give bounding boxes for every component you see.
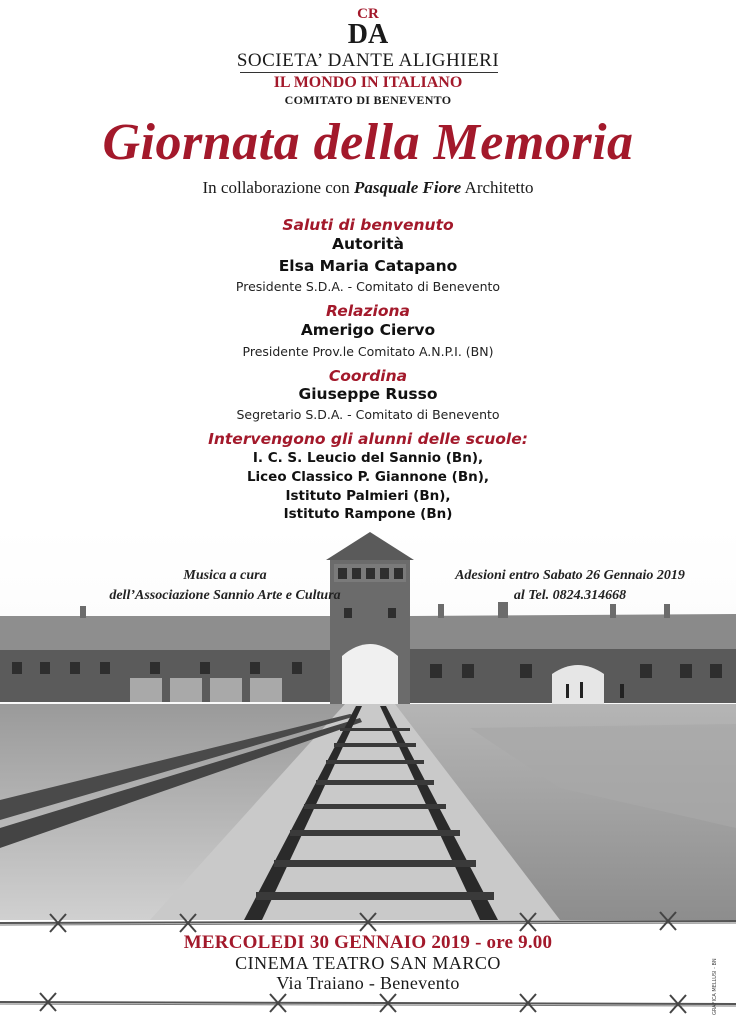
barbed-wire-bottom bbox=[0, 988, 736, 1018]
page-title: Giornata della Memoria bbox=[102, 114, 634, 171]
program-name: Giuseppe Russo bbox=[298, 385, 438, 403]
music-line: dell’Associazione Sannio Arte e Cultura bbox=[109, 588, 341, 603]
program-name: Amerigo Ciervo bbox=[300, 321, 436, 339]
collaboration-line bbox=[0, 178, 736, 198]
school-item: Liceo Classico P. Giannone (Bn), bbox=[246, 469, 490, 485]
music-line: Musica a cura bbox=[183, 568, 267, 583]
registration-line: Adesioni entro Sabato 26 Gennaio 2019 bbox=[455, 568, 685, 583]
collaboration-suffix: Architetto bbox=[464, 178, 534, 197]
collaboration-prefix: In collaborazione con bbox=[202, 178, 350, 197]
registration-info bbox=[420, 566, 720, 606]
program-role: Presidente S.D.A. - Comitato di Benevento bbox=[235, 279, 501, 294]
program-heading-welcome: Saluti di benvenuto bbox=[282, 216, 454, 234]
graphic-credit: GRAFICA MELLUSI - BN bbox=[712, 958, 718, 1015]
schools-heading: Intervengono gli alunni delle scuole: bbox=[208, 430, 528, 448]
dante-alighieri-logo bbox=[334, 2, 402, 46]
program-role: Segretario S.D.A. - Comitato di Benevento bbox=[236, 407, 500, 422]
program-heading-talk: Relaziona bbox=[326, 302, 410, 320]
event-address: Via Traiano - Benevento bbox=[276, 973, 460, 993]
header-divider bbox=[240, 72, 498, 73]
society-subtitle: IL MONDO IN ITALIANO bbox=[273, 74, 463, 91]
society-name: SOCIETA’ DANTE ALIGHIERI bbox=[236, 50, 500, 71]
event-date: MERCOLEDI 30 GENNAIO 2019 - ore 9.00 bbox=[183, 932, 553, 953]
program-name: Elsa Maria Catapano bbox=[278, 257, 458, 275]
music-credit bbox=[100, 566, 350, 606]
event-venue: CINEMA TEATRO SAN MARCO bbox=[235, 953, 501, 973]
school-item: Istituto Palmieri (Bn), bbox=[285, 488, 451, 504]
collaborator-name: Pasquale Fiore bbox=[354, 178, 462, 197]
school-item: I. C. S. Leucio del Sannio (Bn), bbox=[252, 450, 484, 466]
logo-letters: DA bbox=[347, 19, 389, 46]
registration-phone: al Tel. 0824.314668 bbox=[513, 588, 627, 603]
logo-monogram: CR bbox=[357, 6, 379, 22]
program-role: Presidente Prov.le Comitato A.N.P.I. (BN) bbox=[242, 344, 494, 359]
school-item: Istituto Rampone (Bn) bbox=[283, 506, 453, 522]
program-heading-coordinator: Coordina bbox=[328, 367, 408, 385]
committee-name: COMITATO DI BENEVENTO bbox=[284, 93, 452, 107]
program-name: Autorità bbox=[332, 235, 404, 253]
